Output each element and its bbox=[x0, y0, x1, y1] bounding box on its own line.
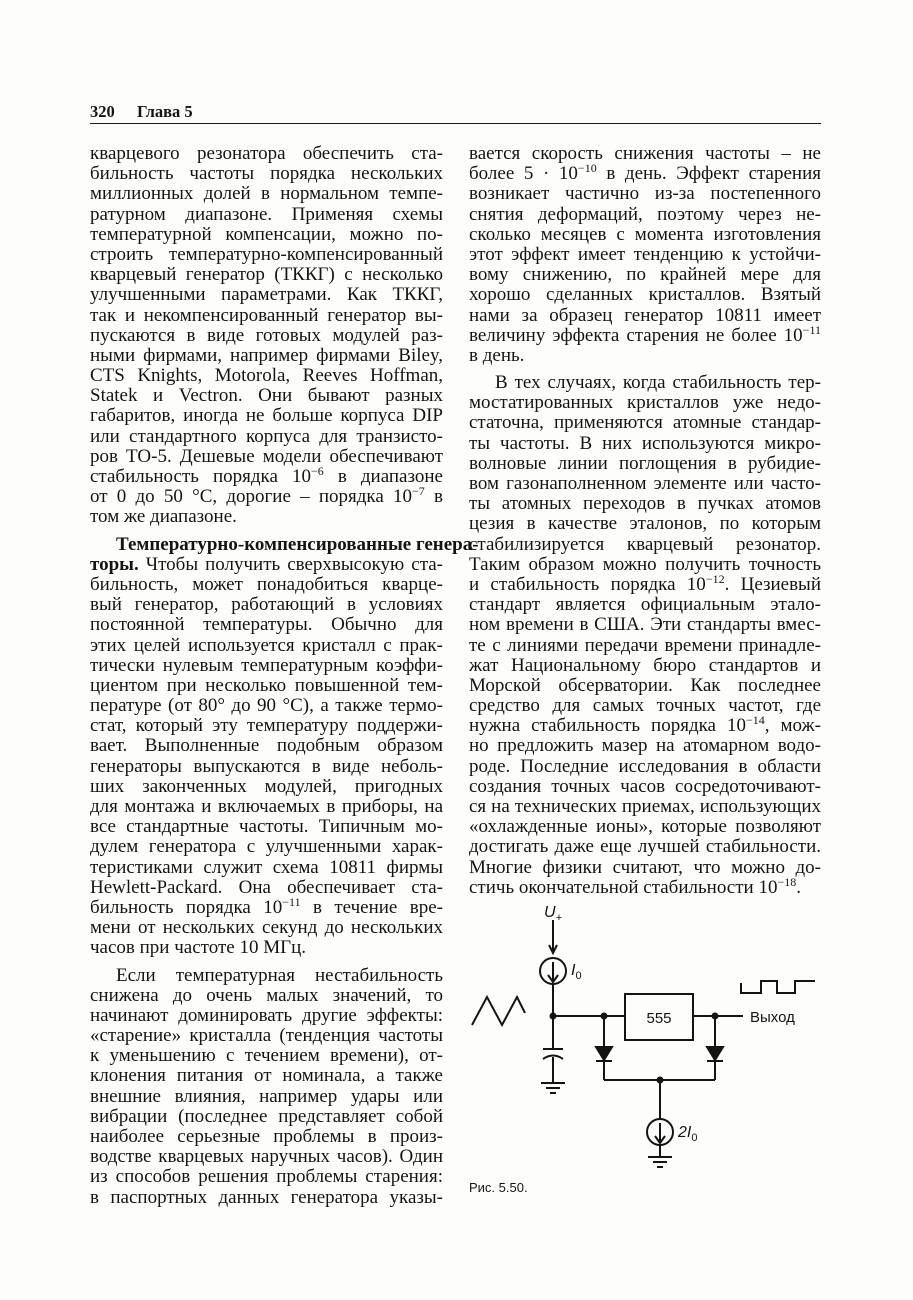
line-text: ров ТО-5. Дешевые модели обеспечивают bbox=[90, 445, 443, 467]
text-line bbox=[469, 797, 821, 817]
line-text: часов при частоте 10 МГц. bbox=[90, 937, 306, 959]
line-text: создания точных часов сосредоточивают- bbox=[469, 775, 821, 797]
line-text: бильность частоты порядка нескольких bbox=[90, 163, 443, 185]
line-text: стабильность порядка 10 bbox=[90, 466, 311, 487]
triangle-wave-icon bbox=[472, 997, 525, 1025]
text-line bbox=[469, 858, 821, 878]
text-line bbox=[90, 696, 443, 716]
line-text: циентом при несколько повышенной тем- bbox=[90, 674, 443, 696]
text-line bbox=[469, 676, 821, 696]
line-text: Морской обсерватории. Как последнее bbox=[469, 674, 821, 696]
text-line bbox=[90, 484, 443, 508]
text-line bbox=[469, 144, 821, 164]
line-text: теристиками служит схема 10811 фирмы bbox=[90, 856, 443, 878]
text-line bbox=[90, 265, 443, 285]
text-line bbox=[90, 894, 443, 918]
text-line bbox=[469, 696, 821, 716]
text-line bbox=[469, 571, 821, 595]
line-text: пературе (от 80° до 90 °C), а также термо- bbox=[90, 695, 443, 717]
page-header bbox=[90, 101, 821, 124]
text-line bbox=[90, 575, 443, 595]
text-line bbox=[90, 245, 443, 265]
text-line bbox=[90, 326, 443, 346]
line-text: Многие физики считают, что можно до- bbox=[469, 856, 821, 878]
line-text: снятия деформаций, поэтому через не- bbox=[469, 203, 821, 225]
line-text: мостатированных кристаллов уже недо- bbox=[469, 392, 821, 414]
text-line bbox=[90, 164, 443, 184]
line-text: в паспортных данных генератора указы- bbox=[90, 1186, 443, 1208]
text-line bbox=[90, 144, 443, 164]
line-text: от 0 до 50 °C, дорогие – порядка 10 bbox=[90, 486, 413, 508]
text-line bbox=[90, 225, 443, 245]
text-line bbox=[469, 535, 821, 555]
text-line bbox=[90, 966, 443, 986]
line-text: вается скорость снижения частоты – не bbox=[469, 143, 821, 164]
line-text: нужна стабильность порядка 10 bbox=[469, 715, 746, 737]
text-line bbox=[469, 514, 821, 534]
line-text: для монтажа и включаемых в приборы, на bbox=[90, 796, 443, 817]
diode-right bbox=[707, 1047, 723, 1060]
line-text: к уменьшению с течением времени), от- bbox=[90, 1045, 443, 1067]
current-top-label: $I_0$ bbox=[571, 962, 582, 982]
line-text: ратурном диапазоне. Применяя схемы bbox=[90, 203, 443, 225]
line-text: более 5 · 10 bbox=[469, 163, 578, 185]
text-line bbox=[90, 1026, 443, 1046]
text-line bbox=[469, 373, 821, 393]
line-tail: . Цезиевый bbox=[724, 573, 821, 595]
line-text: возникает частично из-за постепенного bbox=[469, 183, 821, 205]
text-line bbox=[469, 837, 821, 857]
line-text: статочна, применяются атомные стандар- bbox=[469, 412, 821, 434]
line-text: CTS Knights, Motorola, Reeves Hoffman, bbox=[90, 365, 443, 387]
text-line bbox=[90, 306, 443, 326]
line-tail: в диапазоне bbox=[323, 466, 443, 487]
text-line bbox=[90, 817, 443, 837]
line-text: бильность, может понадобиться кварце- bbox=[90, 573, 443, 595]
line-text: водстве кварцевых наручных часов). Один bbox=[90, 1146, 443, 1168]
text-line bbox=[90, 918, 443, 938]
line-text: температурной компенсации, можно по- bbox=[90, 223, 443, 245]
line-text: сколько месяцев с момента изготовления bbox=[469, 223, 821, 245]
exponent: −14 bbox=[745, 713, 765, 728]
line-text: так и некомпенсированный генератор вы- bbox=[90, 304, 443, 326]
text-line bbox=[469, 225, 821, 245]
line-text: жат Национальному бюро стандартов и bbox=[469, 654, 821, 676]
exponent: −6 bbox=[311, 464, 324, 478]
line-text: роде. Последние исследования в области bbox=[469, 755, 821, 777]
line-text: том же диапазоне. bbox=[90, 506, 237, 528]
supply-label: $U_+$ bbox=[544, 904, 562, 924]
line-text: вому снижению, по крайней мере для bbox=[469, 264, 821, 286]
figure-caption: Рис. 5.50. bbox=[469, 1180, 528, 1195]
text-line bbox=[90, 797, 443, 817]
text-line bbox=[90, 858, 443, 878]
text-line bbox=[469, 454, 821, 474]
text-line bbox=[90, 406, 443, 426]
text-line bbox=[90, 1107, 443, 1127]
line-text: цезия в качестве эталонов, по которым bbox=[469, 513, 821, 535]
text-line bbox=[469, 615, 821, 635]
line-text: ными фирмами, например фирмами Biley, bbox=[90, 344, 443, 366]
line-text: Таким образом можно получить точность bbox=[469, 553, 821, 575]
line-text: миллионных долей в нормальном темпе- bbox=[90, 183, 443, 205]
line-text: и стабильность порядка 10 bbox=[469, 573, 706, 595]
line-text: ших законченных модулей, пригодных bbox=[90, 775, 443, 797]
line-text: все стандартные частоты. Типичным мо- bbox=[90, 816, 443, 838]
left-text-column bbox=[90, 143, 479, 1208]
text-line bbox=[90, 757, 443, 777]
section-heading: Температурно-компенсированные генера- bbox=[116, 533, 479, 555]
text-line bbox=[90, 777, 443, 797]
line-text: «старение» кристалла (тенденция частоты bbox=[90, 1025, 443, 1047]
line-text: Hewlett-Packard. Она обеспечивает ста- bbox=[90, 876, 443, 898]
text-line bbox=[90, 366, 443, 386]
line-text: стат, который эту температуру поддержи- bbox=[90, 715, 443, 737]
line-text: кварцевый генератор (ТККГ) с несколько bbox=[90, 264, 443, 286]
line-text: хорошо сделанных кристаллов. Взятый bbox=[469, 284, 821, 306]
line-text: достигать даже еще лучшей стабильности. bbox=[469, 836, 821, 858]
line-text: вает. Выполненные подобным образом bbox=[90, 735, 443, 757]
line-text: вибрации (последнее представляет собой bbox=[90, 1105, 443, 1127]
text-line bbox=[90, 1167, 443, 1187]
text-line bbox=[90, 205, 443, 225]
diode-left bbox=[596, 1047, 612, 1060]
exponent: −11 bbox=[802, 322, 821, 337]
line-text: клонения питания от номинала, а также bbox=[90, 1065, 443, 1087]
text-line bbox=[90, 1147, 443, 1167]
line-text: тически нулевым температурным коэффи- bbox=[90, 654, 443, 676]
line-tail: в bbox=[424, 486, 443, 508]
line-text: волновые линии поглощения в рубидие- bbox=[469, 452, 821, 474]
line-text: нами за образец генератор 10811 имеет bbox=[469, 304, 821, 326]
line-tail: в течение вре- bbox=[300, 896, 443, 918]
text-line bbox=[469, 757, 821, 777]
line-text: генераторы выпускаются в виде неболь- bbox=[90, 755, 443, 777]
text-line bbox=[90, 595, 443, 615]
line-text: стичь окончательной стабильности 10 bbox=[469, 876, 778, 898]
line-tail: в день. Эффект старения bbox=[596, 163, 821, 185]
line-text: в день. bbox=[469, 344, 525, 366]
line-text: кварцевого резонатора обеспечить ста- bbox=[90, 143, 443, 164]
line-text: снижена до очень малых значений, то bbox=[90, 984, 443, 1006]
line-text: вый генератор, работающий в условиях bbox=[90, 594, 443, 616]
text-line bbox=[469, 265, 821, 285]
text-line bbox=[469, 393, 821, 413]
text-line bbox=[90, 346, 443, 366]
current-bottom-label: $2I_0$ bbox=[678, 1124, 698, 1144]
line-text: этих целей используется кристалл с прак- bbox=[90, 634, 443, 656]
text-line bbox=[469, 494, 821, 514]
text-line bbox=[469, 777, 821, 797]
text-line bbox=[90, 1046, 443, 1066]
line-text: стабилизируется кварцевый резонатор. bbox=[469, 533, 821, 555]
line-text: но предложить мазер на атомарном водо- bbox=[469, 735, 821, 757]
text-line bbox=[469, 205, 821, 225]
circuit-diagram bbox=[465, 895, 825, 1185]
text-line bbox=[469, 595, 821, 615]
line-text: ся на технических приемах, использующих bbox=[469, 796, 821, 817]
line-text: улучшенными параметрами. Как ТККГ, bbox=[90, 284, 443, 306]
exponent: −12 bbox=[705, 571, 725, 586]
text-line bbox=[469, 184, 821, 204]
text-line bbox=[469, 636, 821, 656]
line-text: ты атомных переходов в пучках атомов bbox=[469, 493, 821, 515]
exponent: −18 bbox=[777, 874, 797, 889]
text-line bbox=[90, 427, 443, 447]
text-line bbox=[90, 736, 443, 756]
text-line bbox=[90, 615, 443, 635]
text-line bbox=[469, 736, 821, 756]
section-heading: торы. bbox=[90, 553, 139, 575]
line-text: или стандартного корпуса для транзисто- bbox=[90, 425, 443, 447]
line-text: Statek и Vectron. Они бывают разных bbox=[90, 385, 443, 407]
line-text: Чтобы получить сверхвысокую ста- bbox=[138, 553, 443, 575]
text-line bbox=[90, 555, 443, 575]
line-text: дулем генератора с улучшенными харак- bbox=[90, 836, 443, 858]
line-text: те с линиями передачи времени принадле- bbox=[469, 634, 821, 656]
line-text: бильность порядка 10 bbox=[90, 896, 283, 918]
text-line bbox=[469, 346, 821, 366]
line-tail: . bbox=[796, 876, 801, 898]
text-line bbox=[469, 817, 821, 837]
line-text: габаритов, иногда не больше корпуса DIP bbox=[90, 405, 443, 427]
text-line bbox=[90, 938, 443, 958]
line-text: Если температурная нестабильность bbox=[116, 964, 443, 986]
line-text: «охлажденные ионы», которые позволяют bbox=[469, 816, 821, 838]
line-text: ном времени в США. Эти стандарты вмес- bbox=[469, 614, 821, 636]
text-line bbox=[90, 464, 443, 487]
text-line bbox=[90, 878, 443, 898]
text-line bbox=[90, 285, 443, 305]
text-line bbox=[90, 676, 443, 696]
line-text: строить температурно-компенсированный bbox=[90, 243, 443, 265]
line-text: пускаются в виде готовых модулей раз- bbox=[90, 324, 443, 346]
line-text: внешние влияния, например удары или bbox=[90, 1085, 443, 1107]
output-label: Выход bbox=[750, 1009, 795, 1026]
line-text: вом газонаполненном элементе или часто- bbox=[469, 473, 821, 494]
line-text: этот эффект имеет тенденцию к устойчи- bbox=[469, 243, 821, 265]
text-line bbox=[90, 1066, 443, 1086]
text-line bbox=[469, 161, 821, 185]
line-text: из способов решения проблемы старения: bbox=[90, 1166, 443, 1188]
text-line bbox=[469, 285, 821, 305]
line-text: постоянной температуры. Обычно для bbox=[90, 614, 443, 636]
page-number: 320 bbox=[90, 102, 115, 121]
text-line bbox=[90, 1127, 443, 1147]
text-line bbox=[90, 837, 443, 857]
text-line bbox=[90, 636, 443, 656]
right-text-column bbox=[469, 144, 821, 898]
line-text: средство для самых точных частот, где bbox=[469, 695, 821, 717]
text-line bbox=[90, 656, 443, 676]
line-text: стандарт является официальным этало- bbox=[469, 594, 821, 616]
text-line bbox=[469, 474, 821, 494]
line-text: ты частоты. В них используются микро- bbox=[469, 432, 821, 454]
line-text: величину эффекта старения не более 10 bbox=[469, 324, 803, 346]
text-line bbox=[90, 716, 443, 736]
text-line bbox=[469, 713, 821, 737]
text-line bbox=[469, 322, 821, 346]
text-line bbox=[469, 434, 821, 454]
line-tail: , мож- bbox=[764, 715, 821, 737]
text-line bbox=[469, 555, 821, 575]
text-line bbox=[90, 447, 443, 467]
exponent: −7 bbox=[412, 484, 425, 499]
line-text: мени от нескольких секунд до нескольких bbox=[90, 917, 443, 939]
text-line bbox=[90, 386, 443, 406]
text-line bbox=[469, 245, 821, 265]
exponent: −11 bbox=[282, 894, 301, 909]
chip-label: 555 bbox=[646, 1010, 672, 1027]
text-line bbox=[90, 1188, 443, 1208]
text-line bbox=[90, 533, 479, 555]
text-line bbox=[469, 656, 821, 676]
square-wave-icon bbox=[741, 981, 815, 993]
line-text: В тех случаях, когда стабильность тер- bbox=[495, 372, 821, 394]
text-line bbox=[469, 413, 821, 433]
text-line bbox=[90, 1006, 443, 1026]
text-line bbox=[90, 986, 443, 1006]
line-text: наиболее серьезные проблемы в произ- bbox=[90, 1126, 443, 1147]
exponent: −10 bbox=[577, 161, 597, 176]
line-text: начинают доминировать другие эффекты: bbox=[90, 1004, 443, 1026]
chapter-title: Глава 5 bbox=[137, 102, 193, 121]
text-line bbox=[90, 507, 443, 527]
text-line bbox=[90, 1087, 443, 1107]
text-line bbox=[90, 184, 443, 204]
text-line bbox=[469, 306, 821, 326]
